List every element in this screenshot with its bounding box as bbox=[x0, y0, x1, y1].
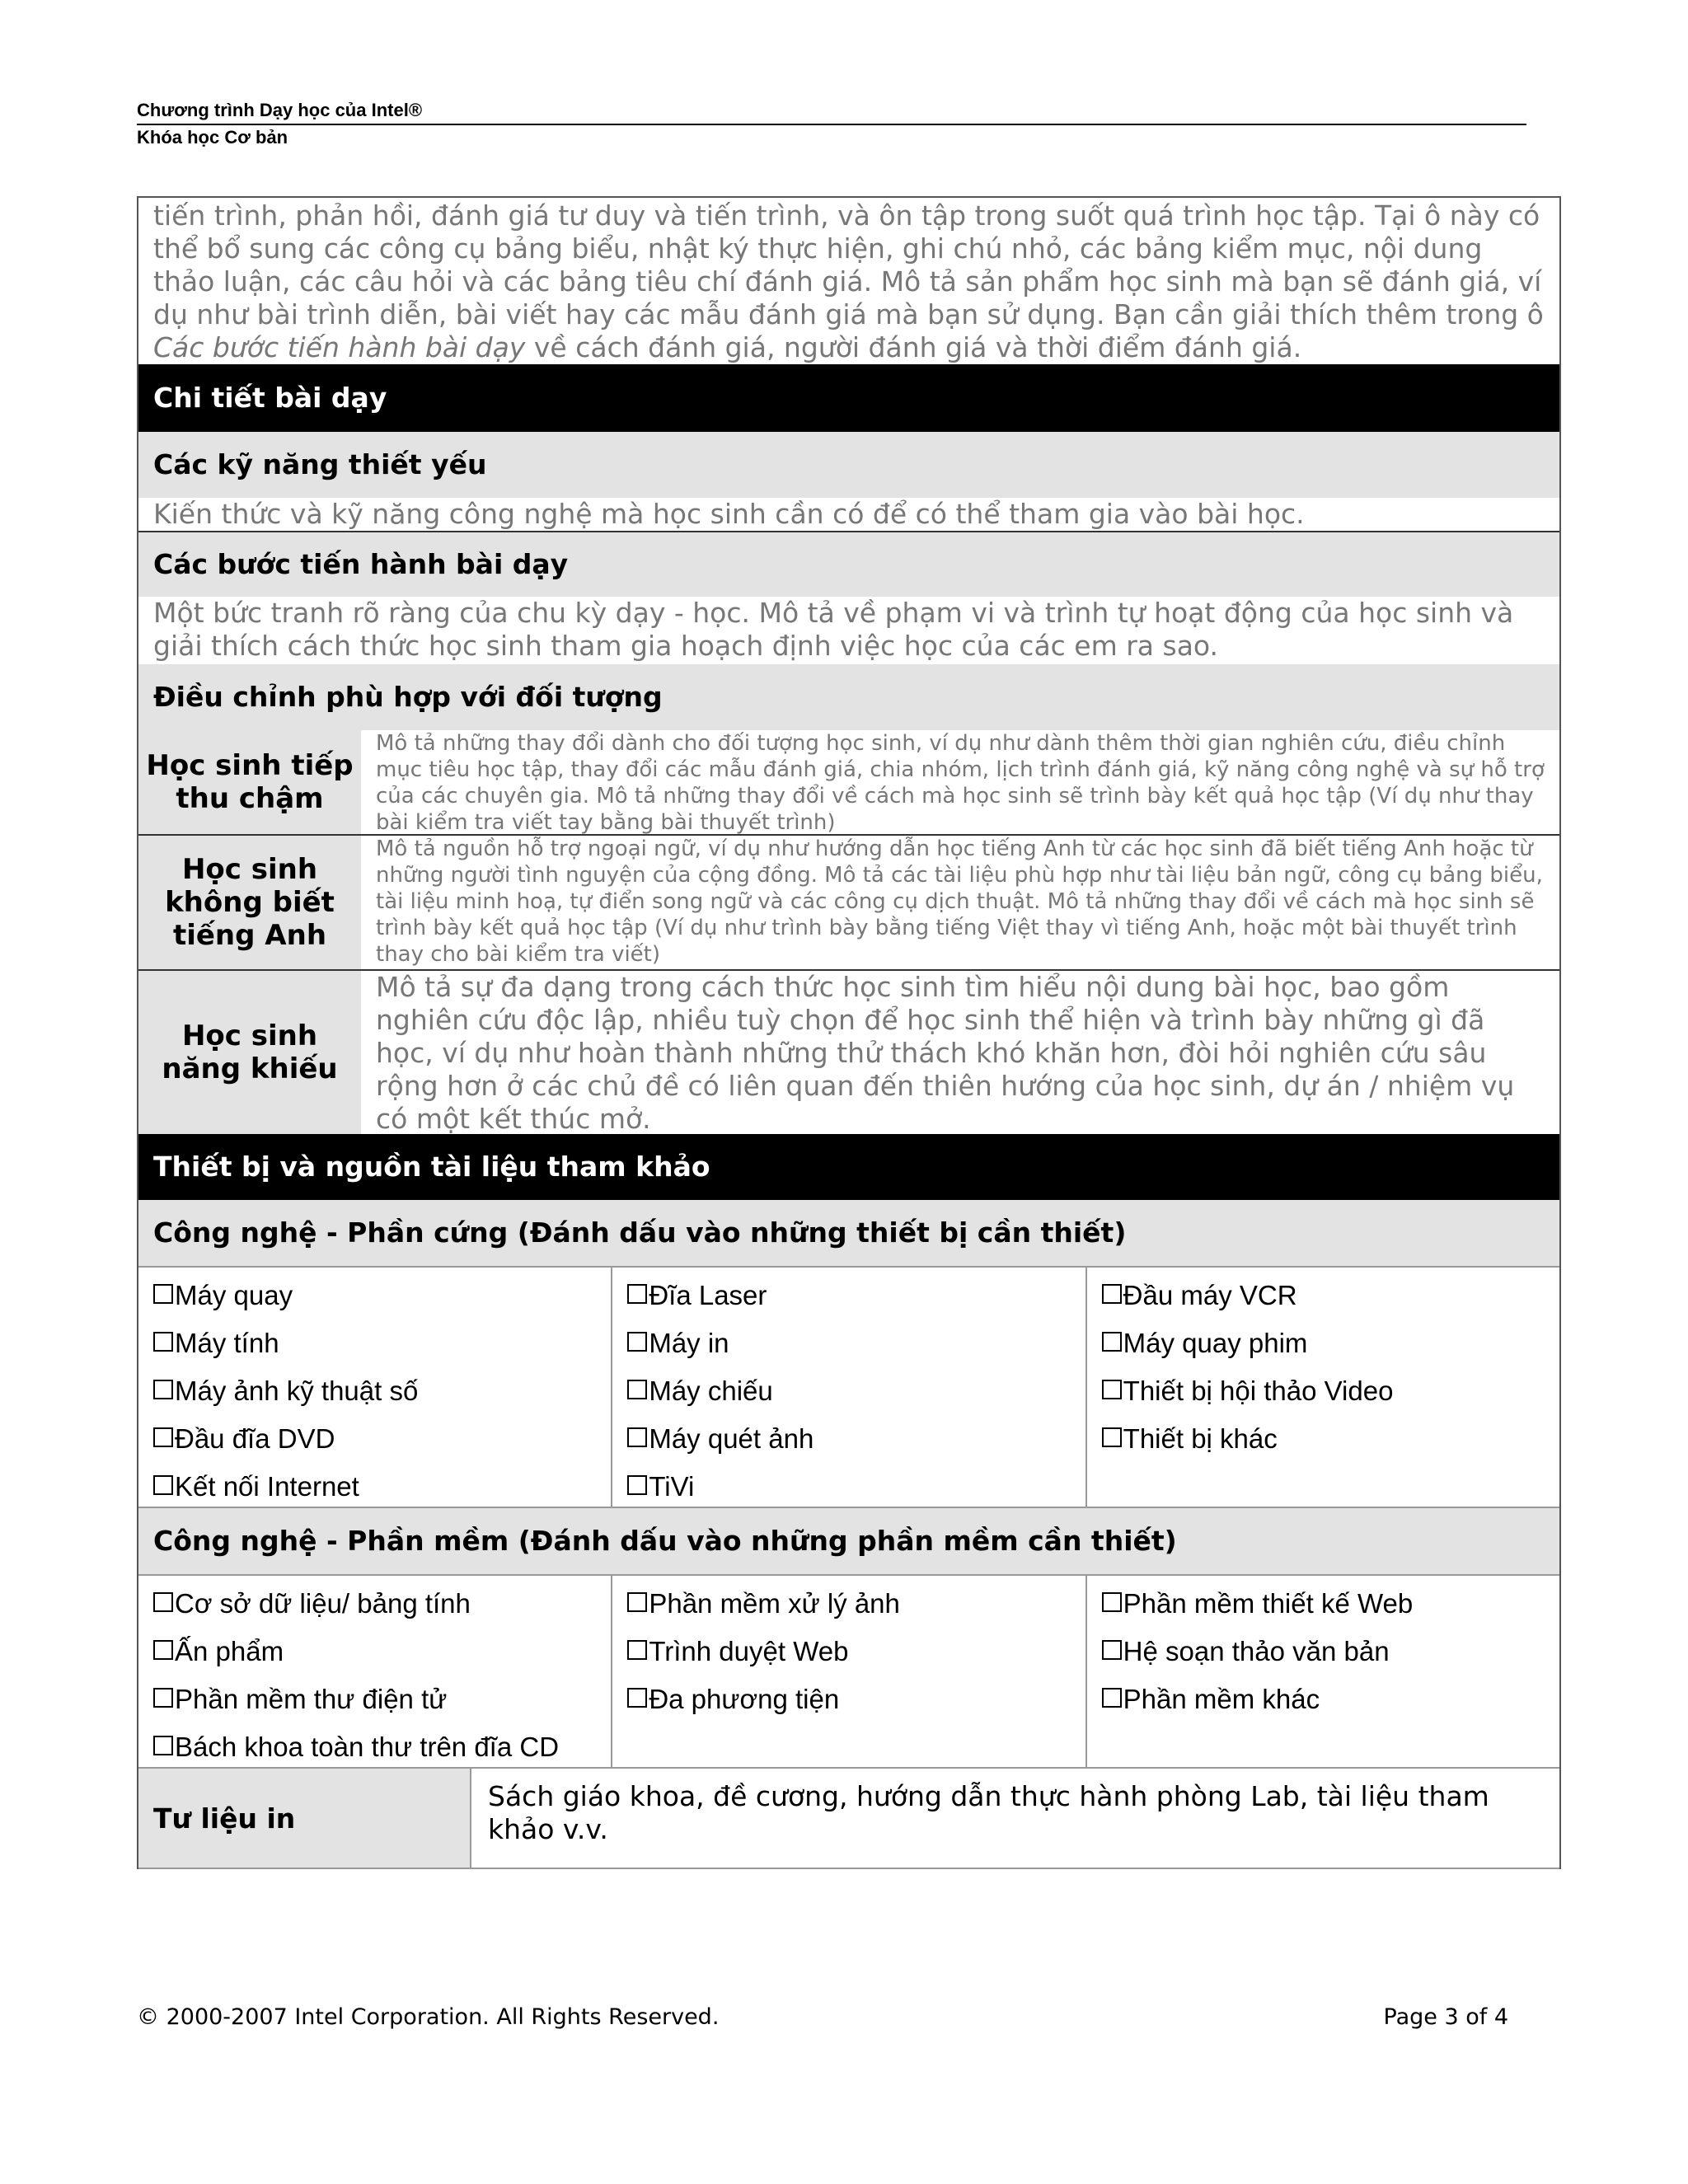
lesson-steps-text: Một bức tranh rõ ràng của chu kỳ dạy - học. Mô tả về phạm vi và trình tự hoạt động của học sinh và giải thích cách thức học sinh tham gia hoạch định việc học của các em ra sao. bbox=[153, 597, 1514, 662]
software-checkbox[interactable]: Đa phương tiện bbox=[627, 1683, 1085, 1731]
software-checkbox[interactable]: Bách khoa toàn thư trên đĩa CD bbox=[153, 1731, 611, 1779]
lesson-steps-heading: Các bước tiến hành bài dạy bbox=[138, 532, 1559, 597]
hardware-checkbox[interactable]: TiVi bbox=[627, 1470, 1085, 1518]
checkbox-icon[interactable] bbox=[627, 1640, 647, 1660]
adaptation-label-non-english: Học sinh không biết tiếng Anh bbox=[138, 836, 361, 969]
hardware-checkbox[interactable]: Máy ảnh kỹ thuật số bbox=[153, 1375, 611, 1422]
software-col-1 bbox=[138, 1576, 611, 1767]
adaptation-row-gifted bbox=[138, 969, 1559, 1134]
checkbox-icon[interactable] bbox=[153, 1475, 173, 1495]
software-checkbox[interactable]: Phần mềm khác bbox=[1102, 1683, 1559, 1731]
checkbox-icon[interactable] bbox=[1102, 1592, 1122, 1612]
adaptation-label-slow: Học sinh tiếp thu chậm bbox=[138, 730, 361, 834]
hardware-checkbox[interactable]: Máy quét ảnh bbox=[627, 1422, 1085, 1470]
page-header bbox=[137, 99, 1526, 150]
hardware-checkbox[interactable]: Máy quay phim bbox=[1102, 1327, 1559, 1375]
print-materials-row bbox=[138, 1767, 1559, 1869]
checkbox-icon[interactable] bbox=[153, 1332, 173, 1352]
hardware-checkbox[interactable]: Thiết bị khác bbox=[1102, 1422, 1559, 1470]
adaptation-text-slow: Mô tả những thay đổi dành cho đối tượng học sinh, ví dụ như dành thêm thời gian nghiên cứu, điều chỉnh mục tiêu học tập, thay đổi các mẫu đánh giá, chia nhóm, lịch trình đánh giá, kỹ năng công nghệ và sự hỗ trợ của các chuyên gia. Mô tả những thay đổi về cách mà học sinh sẽ trình bày kết quả học tập (Ví dụ như thay bài kiểm tra viết tay bằng bài thuyết trình) bbox=[376, 731, 1545, 834]
software-checkbox[interactable]: Phần mềm thiết kế Web bbox=[1102, 1587, 1559, 1635]
program-title: Chương trình Dạy học của Intel® bbox=[137, 100, 423, 120]
intro-text-end: về cách đánh giá, người đánh giá và thời điểm đánh giá. bbox=[525, 331, 1302, 363]
hardware-col-1 bbox=[138, 1268, 611, 1507]
checkbox-icon[interactable] bbox=[153, 1592, 173, 1612]
checkbox-icon[interactable] bbox=[153, 1284, 173, 1304]
software-col-3 bbox=[1085, 1576, 1559, 1767]
course-title: Khóa học Cơ bản bbox=[137, 127, 288, 148]
checkbox-icon[interactable] bbox=[1102, 1427, 1122, 1447]
hardware-checkbox[interactable]: Kết nối Internet bbox=[153, 1470, 611, 1518]
adaptation-text-gifted: Mô tả sự đa dạng trong cách thức học sinh tìm hiểu nội dung bài học, bao gồm nghiên cứu độc lập, nhiều tuỳ chọn để học sinh thể hiện và trình bày những gì đã học, ví dụ như hoàn thành những thử thách khó khăn hơn, đòi hỏi nghiên cứu sâu rộng hơn ở các chủ đề có liên quan đến thiên hướng của học sinh, dự án / nhiệm vụ có một kết thúc mở. bbox=[376, 971, 1515, 1134]
checkbox-icon[interactable] bbox=[153, 1736, 173, 1755]
checkbox-icon[interactable] bbox=[627, 1380, 647, 1399]
hardware-heading: Công nghệ - Phần cứng (Đánh dấu vào những thiết bị cần thiết) bbox=[138, 1200, 1559, 1266]
page-footer bbox=[137, 2004, 1508, 2030]
checkbox-icon[interactable] bbox=[153, 1640, 173, 1660]
adaptation-heading: Điều chỉnh phù hợp với đối tượng bbox=[138, 664, 1559, 730]
checkbox-icon[interactable] bbox=[627, 1475, 647, 1495]
checkbox-icon[interactable] bbox=[1102, 1284, 1122, 1304]
hardware-checkbox[interactable]: Thiết bị hội thảo Video bbox=[1102, 1375, 1559, 1422]
hardware-checklist bbox=[138, 1266, 1559, 1507]
hardware-checkbox[interactable]: Máy quay bbox=[153, 1279, 611, 1327]
software-checkbox[interactable]: Phần mềm thư điện tử bbox=[153, 1683, 611, 1731]
assessment-intro bbox=[138, 198, 1559, 364]
software-checkbox[interactable]: Cơ sở dữ liệu/ bảng tính bbox=[153, 1587, 611, 1635]
checkbox-icon[interactable] bbox=[1102, 1380, 1122, 1399]
checkbox-icon[interactable] bbox=[627, 1284, 647, 1304]
lesson-details-heading: Chi tiết bài dạy bbox=[138, 364, 1559, 432]
hardware-checkbox[interactable]: Đĩa Laser bbox=[627, 1279, 1085, 1327]
adaptation-label-gifted: Học sinh năng khiếu bbox=[138, 971, 361, 1134]
lesson-plan-table bbox=[137, 196, 1561, 1869]
hardware-checkbox[interactable]: Máy chiếu bbox=[627, 1375, 1085, 1422]
checkbox-icon[interactable] bbox=[153, 1380, 173, 1399]
adaptation-text-non-english: Mô tả nguồn hỗ trợ ngoại ngữ, ví dụ như hướng dẫn học tiếng Anh từ các học sinh đã biết tiếng Anh hoặc từ những người tình nguyện của cộng đồng. Mô tả các tài liệu phù hợp như tài liệu bản ngữ, công cụ bảng biểu, tài liệu minh hoạ, tự điển song ngữ và các công cụ dịch thuật. Mô tả những thay đổi về cách mà học sinh sẽ trình bày kết quả học tập (Ví dụ như trình bày bằng tiếng Việt thay vì tiếng Anh, hoặc một bài thuyết trình thay cho bài kiểm tra viết) bbox=[376, 837, 1543, 967]
checkbox-icon[interactable] bbox=[1102, 1332, 1122, 1352]
essential-skills-text: Kiến thức và kỹ năng công nghệ mà học sinh cần có để có thể tham gia vào bài học. bbox=[153, 498, 1305, 530]
software-heading: Công nghệ - Phần mềm (Đánh dấu vào những phần mềm cần thiết) bbox=[138, 1507, 1559, 1574]
software-checkbox[interactable]: Hệ soạn thảo văn bản bbox=[1102, 1635, 1559, 1683]
resources-heading: Thiết bị và nguồn tài liệu tham khảo bbox=[138, 1134, 1559, 1200]
print-materials-label: Tư liệu in bbox=[138, 1769, 470, 1868]
adaptation-row-slow bbox=[138, 730, 1559, 834]
software-checklist bbox=[138, 1574, 1559, 1767]
copyright-text: © 2000-2007 Intel Corporation. All Rights Reserved. bbox=[137, 2004, 720, 2030]
hardware-col-2 bbox=[611, 1268, 1085, 1507]
checkbox-icon[interactable] bbox=[1102, 1688, 1122, 1708]
hardware-col-3 bbox=[1085, 1268, 1559, 1507]
page-number: Page 3 of 4 bbox=[1383, 2004, 1508, 2030]
essential-skills-heading: Các kỹ năng thiết yếu bbox=[138, 432, 1559, 498]
hardware-checkbox[interactable]: Đầu đĩa DVD bbox=[153, 1422, 611, 1470]
checkbox-icon[interactable] bbox=[1102, 1640, 1122, 1660]
software-checkbox[interactable]: Phần mềm xử lý ảnh bbox=[627, 1587, 1085, 1635]
checkbox-icon[interactable] bbox=[627, 1688, 647, 1708]
software-checkbox[interactable]: Trình duyệt Web bbox=[627, 1635, 1085, 1683]
checkbox-icon[interactable] bbox=[153, 1688, 173, 1708]
adaptation-row-non-english bbox=[138, 834, 1559, 969]
hardware-checkbox[interactable]: Máy in bbox=[627, 1327, 1085, 1375]
checkbox-icon[interactable] bbox=[153, 1427, 173, 1447]
software-col-2 bbox=[611, 1576, 1085, 1767]
intro-italic-ref: Các bước tiến hành bài dạy bbox=[153, 331, 526, 363]
software-checkbox[interactable]: Ấn phẩm bbox=[153, 1635, 611, 1683]
print-materials-text: Sách giáo khoa, đề cương, hướng dẫn thực hành phòng Lab, tài liệu tham khảo v.v. bbox=[470, 1769, 1559, 1868]
checkbox-icon[interactable] bbox=[627, 1332, 647, 1352]
hardware-checkbox[interactable]: Đầu máy VCR bbox=[1102, 1279, 1559, 1327]
hardware-checkbox[interactable]: Máy tính bbox=[153, 1327, 611, 1375]
checkbox-icon[interactable] bbox=[627, 1427, 647, 1447]
checkbox-icon[interactable] bbox=[627, 1592, 647, 1612]
intro-text: tiến trình, phản hồi, đánh giá tư duy và tiến trình, và ôn tập trong suốt quá trình học tập. Tại ô này có thể bổ sung các công cụ bảng biểu, nhật ký thực hiện, ghi chú nhỏ, các bảng kiểm mục, nội dung thảo luận, các câu hỏi và các bảng tiêu chí đánh giá. Mô tả sản phẩm học sinh mà bạn sẽ đánh giá, ví dụ như bài trình diễn, bài viết hay các mẫu đánh giá mà bạn sử dụng. Bạn cần giải thích thêm trong ô bbox=[153, 199, 1544, 330]
